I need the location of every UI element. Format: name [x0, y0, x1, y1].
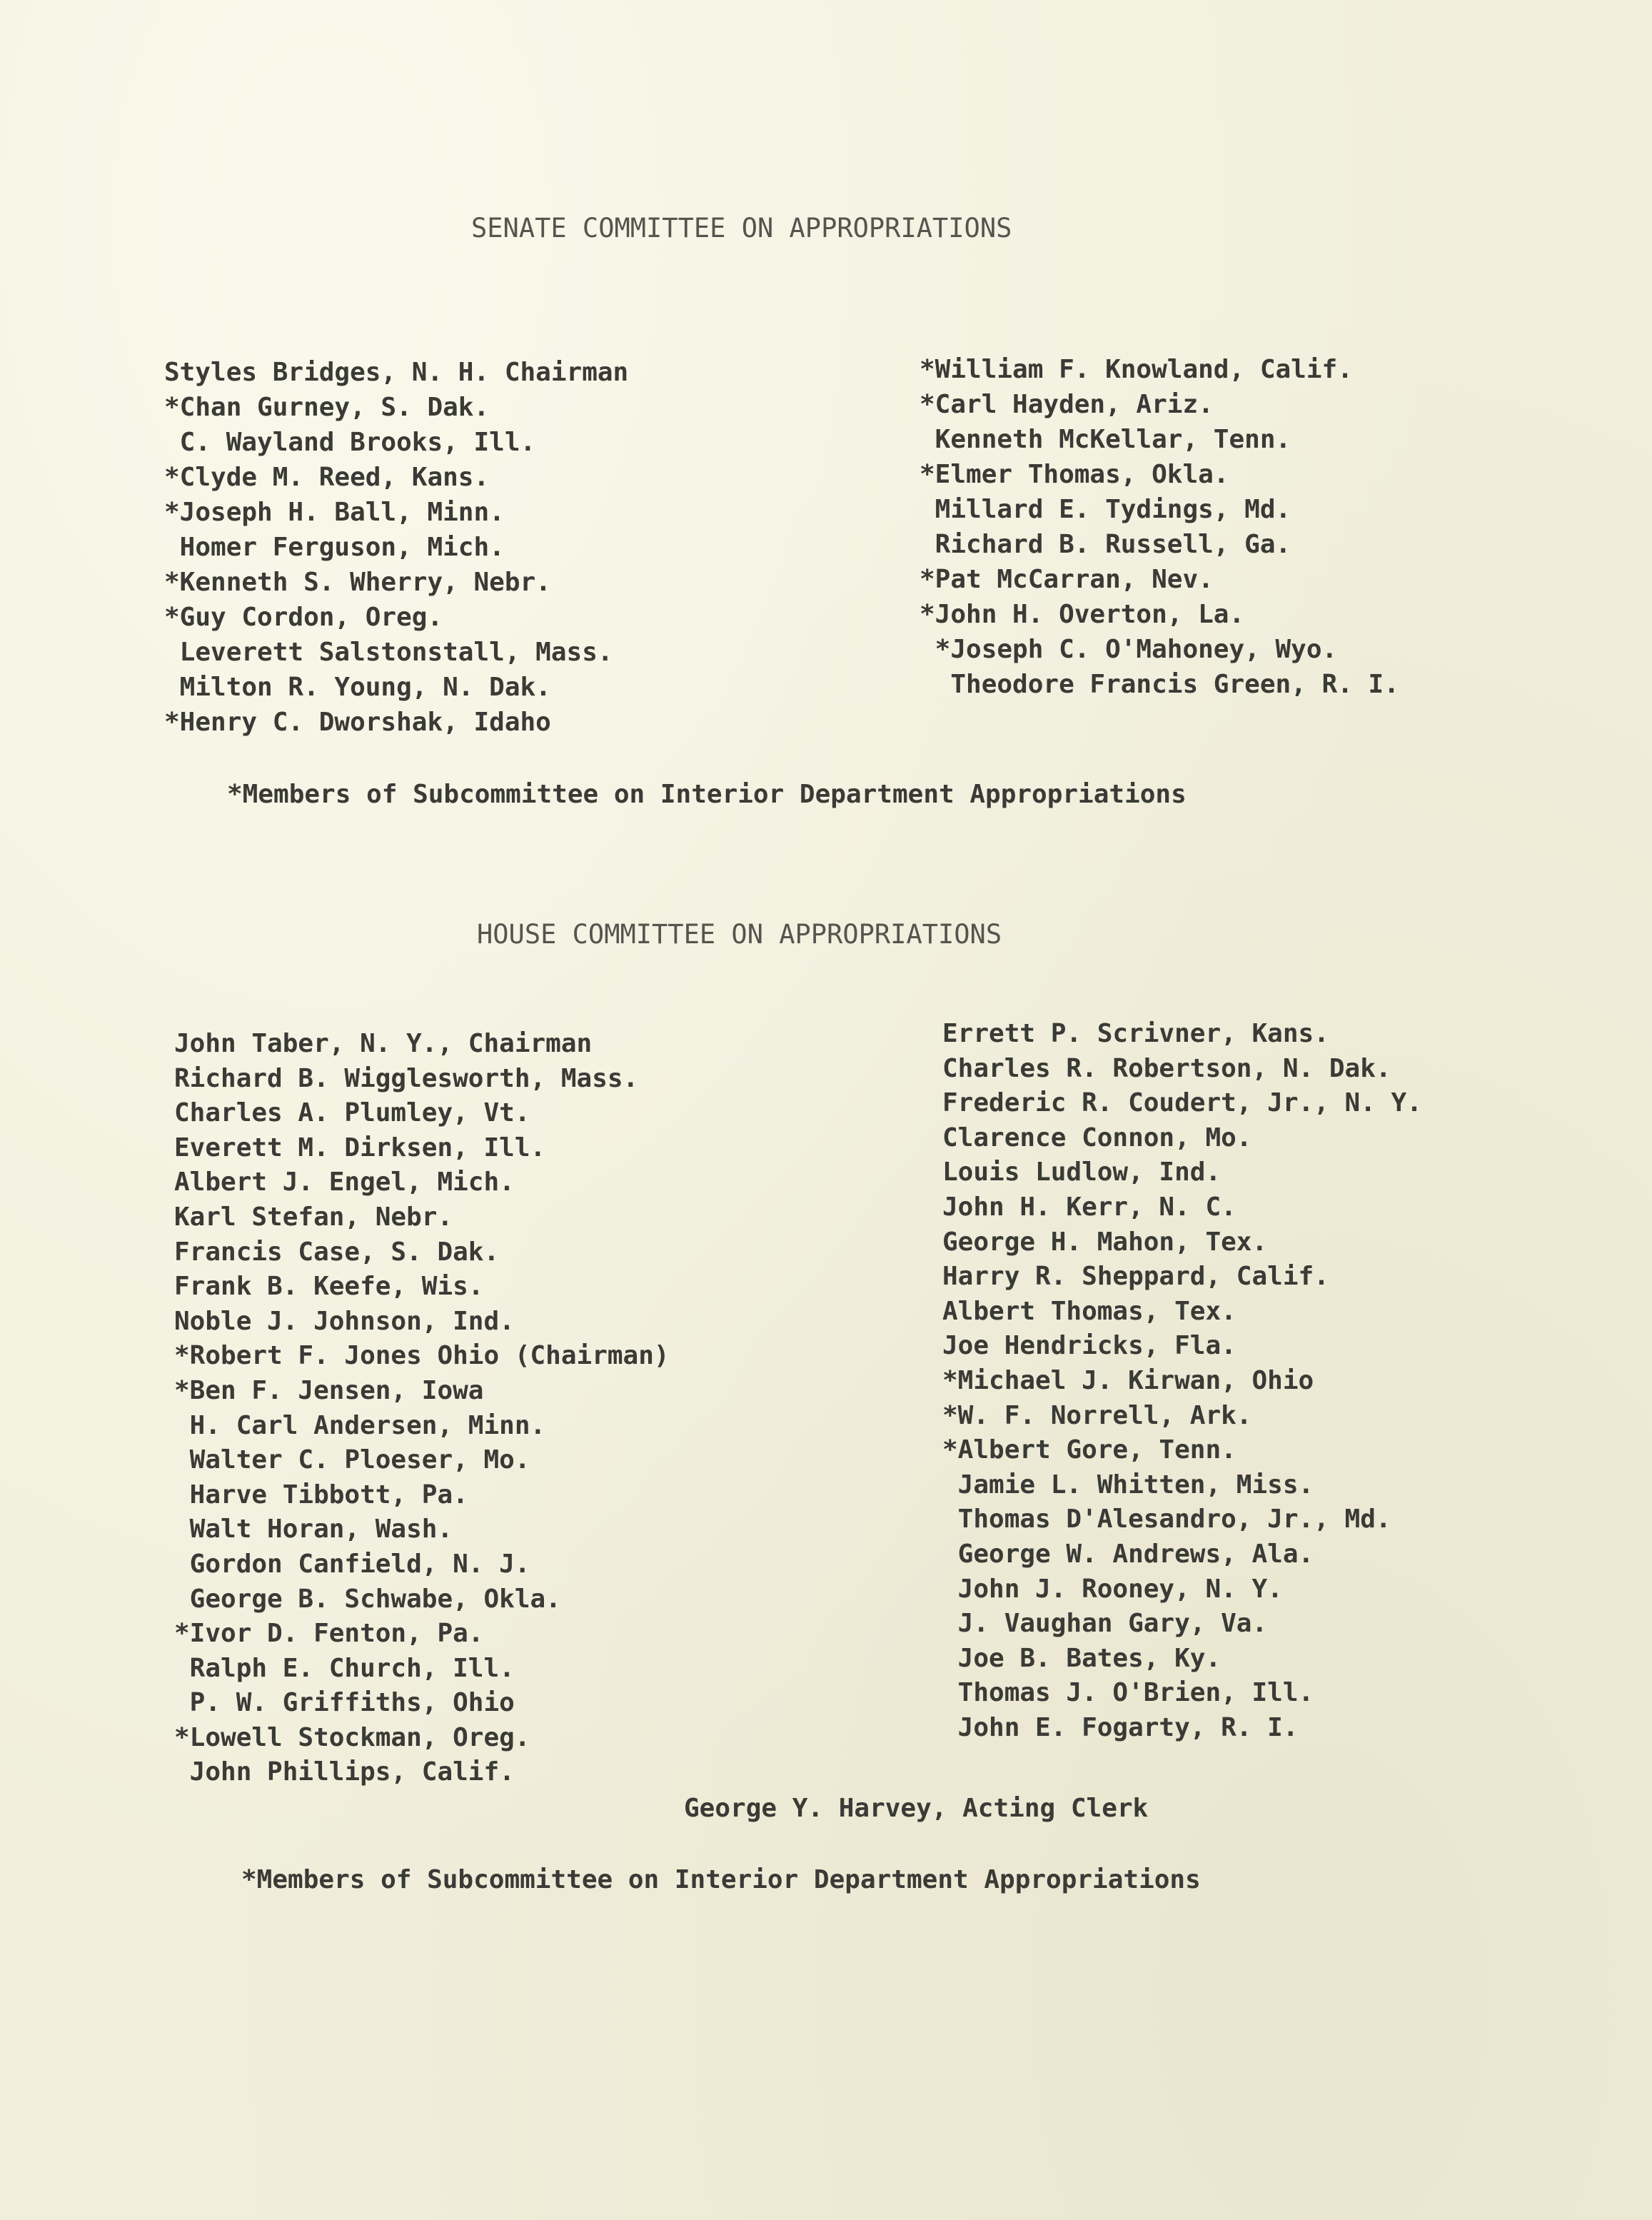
house-member: H. Carl Andersen, Minn.: [174, 1410, 546, 1440]
senate-member: *Joseph C. O'Mahoney, Wyo.: [920, 635, 1338, 664]
senate-member: Leverett Salstonstall, Mass.: [164, 638, 613, 667]
house-member: Walt Horan, Wash.: [174, 1515, 453, 1545]
senate-member: Styles Bridges, N. H. Chairman: [164, 358, 629, 387]
house-member: Frederic R. Coudert, Jr., N. Y.: [942, 1088, 1422, 1118]
house-member: John H. Kerr, N. C.: [942, 1192, 1237, 1222]
house-subcommittee-footnote: *Members of Subcommittee on Interior Department Appropriations: [241, 1865, 1201, 1894]
house-member: George H. Mahon, Tex.: [942, 1227, 1268, 1257]
house-member: Richard B. Wigglesworth, Mass.: [174, 1063, 639, 1093]
house-member: Albert Thomas, Tex.: [942, 1296, 1237, 1326]
senate-member: *Elmer Thomas, Okla.: [920, 460, 1229, 489]
house-member: *Robert F. Jones Ohio (Chairman): [174, 1341, 670, 1371]
house-member: *W. F. Norrell, Ark.: [942, 1400, 1252, 1430]
house-members-right: [942, 1017, 1422, 1745]
senate-committee-title: SENATE COMMITTEE ON APPROPRIATIONS: [471, 213, 1012, 243]
house-member: *Ben F. Jensen, Iowa: [174, 1375, 484, 1405]
house-member: Gordon Canfield, N. J.: [174, 1549, 530, 1579]
house-member: J. Vaughan Gary, Va.: [942, 1609, 1268, 1639]
house-member: *Ivor D. Fenton, Pa.: [174, 1619, 484, 1649]
house-member: Everett M. Dirksen, Ill.: [174, 1132, 546, 1162]
senate-member: Milton R. Young, N. Dak.: [164, 673, 551, 702]
house-member: George B. Schwabe, Okla.: [174, 1584, 561, 1614]
senate-subcommittee-footnote: *Members of Subcommittee on Interior Department Appropriations: [227, 780, 1187, 809]
senate-member: Millard E. Tydings, Md.: [920, 495, 1291, 524]
house-committee-title: HOUSE COMMITTEE ON APPROPRIATIONS: [477, 919, 1002, 950]
house-member: Albert J. Engel, Mich.: [174, 1167, 515, 1197]
house-member: Joe Hendricks, Fla.: [942, 1331, 1237, 1361]
senate-member: *Henry C. Dworshak, Idaho: [164, 708, 551, 737]
house-member: *Michael J. Kirwan, Ohio: [942, 1365, 1314, 1395]
house-member: *Lowell Stockman, Oreg.: [174, 1722, 530, 1752]
senate-members-left: [164, 355, 628, 740]
senate-member: *William F. Knowland, Calif.: [920, 355, 1353, 384]
senate-member: *Kenneth S. Wherry, Nebr.: [164, 568, 551, 597]
house-member: Louis Ludlow, Ind.: [942, 1157, 1222, 1187]
house-member: George W. Andrews, Ala.: [942, 1539, 1314, 1569]
house-member: P. W. Griffiths, Ohio: [174, 1688, 515, 1718]
senate-member: *Guy Cordon, Oreg.: [164, 603, 443, 632]
house-member: Frank B. Keefe, Wis.: [174, 1272, 484, 1302]
house-member: Harve Tibbott, Pa.: [174, 1480, 468, 1510]
house-member: Harry R. Sheppard, Calif.: [942, 1262, 1329, 1292]
senate-member: *Carl Hayden, Ariz.: [920, 390, 1214, 419]
senate-member: Theodore Francis Green, R. I.: [920, 670, 1399, 699]
house-member: Clarence Connon, Mo.: [942, 1122, 1252, 1152]
house-member: Errett P. Scrivner, Kans.: [942, 1019, 1329, 1048]
senate-member: C. Wayland Brooks, Ill.: [164, 428, 536, 457]
house-member: John Phillips, Calif.: [174, 1757, 515, 1787]
house-members-left: [174, 1027, 670, 1790]
house-member: *Albert Gore, Tenn.: [942, 1435, 1237, 1465]
house-member: Karl Stefan, Nebr.: [174, 1202, 453, 1232]
house-member: Thomas J. O'Brien, Ill.: [942, 1678, 1314, 1708]
house-member: Joe B. Bates, Ky.: [942, 1643, 1222, 1673]
senate-member: *Chan Gurney, S. Dak.: [164, 393, 490, 422]
senate-member: *John H. Overton, La.: [920, 600, 1245, 629]
house-member: Ralph E. Church, Ill.: [174, 1653, 515, 1683]
senate-member: Kenneth McKellar, Tenn.: [920, 425, 1291, 454]
senate-member: *Pat McCarran, Nev.: [920, 565, 1214, 594]
house-member: Noble J. Johnson, Ind.: [174, 1306, 515, 1336]
house-member: Charles R. Robertson, N. Dak.: [942, 1053, 1391, 1083]
house-member: John J. Rooney, N. Y.: [942, 1574, 1283, 1604]
house-member: John Taber, N. Y., Chairman: [174, 1029, 593, 1058]
senate-member: Richard B. Russell, Ga.: [920, 530, 1291, 559]
senate-member: *Clyde M. Reed, Kans.: [164, 463, 490, 492]
senate-member: Homer Ferguson, Mich.: [164, 533, 505, 562]
house-member: John E. Fogarty, R. I.: [942, 1712, 1299, 1742]
house-member: Charles A. Plumley, Vt.: [174, 1098, 530, 1128]
senate-member: *Joseph H. Ball, Minn.: [164, 498, 505, 527]
house-member: Francis Case, S. Dak.: [174, 1237, 500, 1267]
house-member: Jamie L. Whitten, Miss.: [942, 1470, 1314, 1500]
house-member: Walter C. Ploeser, Mo.: [174, 1445, 530, 1475]
senate-members-right: [920, 352, 1399, 702]
acting-clerk: George Y. Harvey, Acting Clerk: [684, 1794, 1149, 1823]
house-member: Thomas D'Alesandro, Jr., Md.: [942, 1505, 1391, 1535]
